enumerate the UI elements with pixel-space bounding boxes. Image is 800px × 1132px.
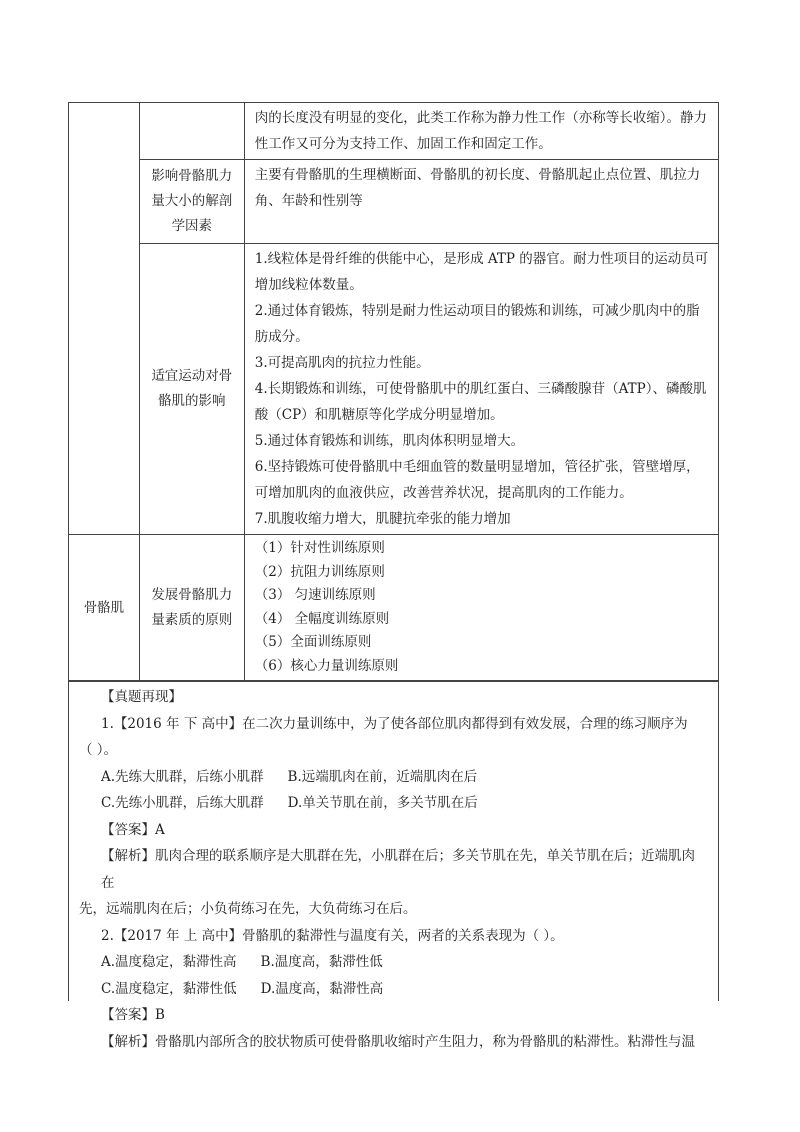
table-row-section-cell-top bbox=[69, 103, 140, 535]
question-1-analysis-cont: 先，远端肌肉在后；小负荷练习在先，大负荷练习在后。 bbox=[79, 901, 417, 917]
list-item: 1.线粒体是骨纤维的供能中心，是形成 ATP 的器官。耐力性项目的运动员可增加线粒体数量。 bbox=[254, 251, 709, 293]
table-row bbox=[244, 103, 718, 160]
table-row bbox=[244, 535, 718, 681]
question-2-options-cd bbox=[79, 976, 708, 1003]
table-cell-label bbox=[139, 244, 244, 535]
question-2-options-ab bbox=[79, 949, 708, 976]
option-b: B.远端肌肉在前，近端肌肉在后 bbox=[287, 768, 478, 785]
section-heading: 【真题再现】 bbox=[101, 689, 182, 705]
list-item: （6）核心力量训练原则 bbox=[254, 657, 399, 674]
option-a: A.温度稳定，黏滞性高 bbox=[101, 954, 237, 970]
question-2-stem: 2.【2017 年 上 高中】骨骼肌的黏滞性与温度有关，两者的关系表现为（ ）。 bbox=[101, 927, 564, 944]
list-item: 4.长期锻炼和训练，可使骨骼肌中的肌红蛋白、三磷酸腺苷（ATP）、磷酸肌酸（CP）和肌糖原等化学成分明显增加。 bbox=[254, 381, 707, 423]
list-item: 7.肌腹收缩力增大，肌腱抗牵张的能力增加 bbox=[254, 511, 511, 527]
section-label: 骨骼肌 bbox=[83, 599, 125, 616]
question-1-answer: 【答案】A bbox=[101, 821, 165, 838]
list-item: （1）针对性训练原则 bbox=[254, 540, 385, 556]
question-1-analysis: 【解析】肌肉合理的联系顺序是大肌群在先，小肌群在后；多关节肌在先，单关节肌在后；近端肌肉 在 bbox=[101, 848, 695, 891]
anatomy-factors-label: 影响骨骼肌力量大小的解剖学因素 bbox=[151, 168, 233, 234]
option-c: C.先练小肌群，后练大肌群 bbox=[101, 795, 264, 811]
static-work-text: 肉的长度没有明显的变化，此类工作称为静力性工作（亦称等长收缩）。静力性工作又可分为支持工作、加固工作和固定工作。 bbox=[254, 110, 707, 152]
table-row bbox=[244, 244, 718, 535]
option-d: D.单关节肌在前，多关节肌在后 bbox=[287, 795, 478, 811]
strength-principles-label: 发展骨骼肌力量素质的原则 bbox=[151, 586, 233, 628]
list-item: 6.坚持锻炼可使骨骼肌中毛细血管的数量明显增加，管径扩张，管壁增厚，可增加肌肉的血液供应，改善营养状况，提高肌肉的工作能力。 bbox=[254, 459, 700, 501]
option-a: A.先练大肌群，后练小肌群 bbox=[101, 768, 264, 785]
list-item: 5.通过体育锻炼和训练，肌肉体积明显增大。 bbox=[254, 433, 525, 449]
table-cell-label bbox=[139, 535, 244, 681]
list-item: 2.通过体育锻炼，特别是耐力性运动项目的锻炼和训练，可减少肌肉中的脂肪成分。 bbox=[254, 303, 700, 345]
table-row bbox=[244, 160, 718, 244]
question-2-analysis: 【解析】骨骼肌内部所含的胶状物质可使骨骼肌收缩时产生阻力，称为骨骼肌的粘滞性。粘滞性与温 bbox=[101, 1033, 695, 1050]
list-item: （2）抗阻力训练原则 bbox=[254, 563, 385, 580]
list-item: （4） 全幅度训练原则 bbox=[254, 610, 390, 627]
anatomy-factors-text: 主要有骨骼肌的生理横断面、骨骼肌的初长度、骨骼肌起止点位置、肌拉力角、年龄和性别等 bbox=[254, 167, 701, 209]
skeletal-muscle-table bbox=[68, 102, 719, 681]
exercise-effects-label: 适宜运动对骨骼肌的影响 bbox=[151, 368, 233, 409]
question-2-answer: 【答案】B bbox=[101, 1007, 165, 1023]
option-b: B.温度高，黏滞性低 bbox=[260, 954, 383, 970]
table-cell-section bbox=[69, 535, 140, 681]
question-1-stem: 1.【2016 年 下 高中】在二次力量训练中，为了使各部位肌肉都得到有效发展，合理的练习顺序为 bbox=[101, 715, 688, 732]
list-item: （3） 匀速训练原则 bbox=[254, 587, 376, 603]
table-cell-empty bbox=[139, 103, 244, 160]
strength-principles-list bbox=[245, 535, 718, 680]
table-cell-label bbox=[139, 160, 244, 244]
question-1-options-cd bbox=[79, 790, 708, 817]
list-item: 3.可提高肌肉的抗拉力性能。 bbox=[254, 355, 430, 371]
option-d: D.温度高，黏滞性高 bbox=[260, 980, 384, 997]
question-1-stem-cont: （ ）。 bbox=[79, 742, 118, 758]
question-1-options-ab bbox=[79, 764, 708, 791]
exercise-effects-list bbox=[245, 244, 718, 534]
option-c: C.温度稳定，黏滞性低 bbox=[101, 980, 237, 997]
list-item: （5）全面训练原则 bbox=[254, 634, 372, 650]
exam-questions-box bbox=[68, 681, 719, 1050]
